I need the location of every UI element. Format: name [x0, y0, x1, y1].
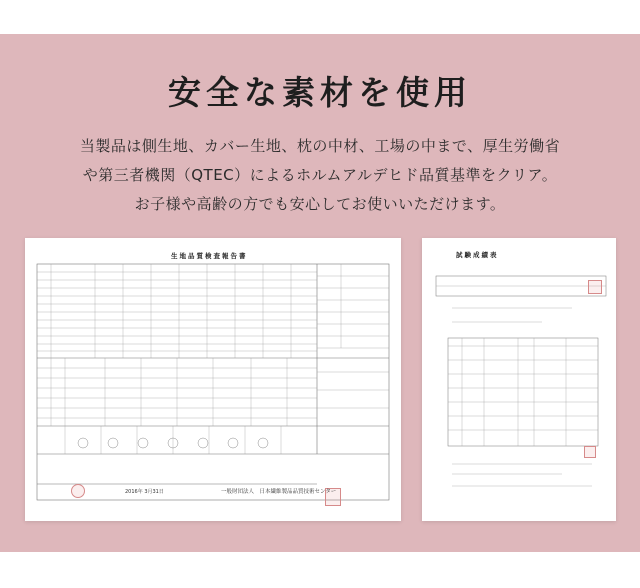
report-title: 生地品質検査報告書 — [171, 252, 248, 260]
page-title: 安全な素材を使用 — [168, 73, 472, 112]
red-seal-stamp-bottom — [584, 446, 596, 458]
report-form-lines — [25, 238, 401, 521]
description-line-3: お子様や高齢の方でも安心してお使いいただけます。 — [134, 195, 506, 213]
red-seal-stamp — [588, 280, 602, 294]
report-date: 2016年 3月31日 — [125, 489, 164, 495]
test-results-document — [422, 238, 616, 521]
round-seal-stamp — [71, 484, 85, 498]
results-title: 試験成績表 — [456, 251, 499, 259]
description-line-1: 当製品は側生地、カバー生地、枕の中材、工場の中まで、厚生労働省 — [79, 137, 561, 155]
quality-inspection-report-document — [25, 238, 401, 521]
issuing-organization: 一般財団法人 日本繊維製品品質技術センター — [221, 489, 337, 495]
description-text — [0, 132, 640, 219]
results-form-lines — [422, 238, 616, 521]
description-line-2: や第三者機関（QTEC）によるホルムアルデヒド品質基準をクリア。 — [82, 166, 558, 184]
